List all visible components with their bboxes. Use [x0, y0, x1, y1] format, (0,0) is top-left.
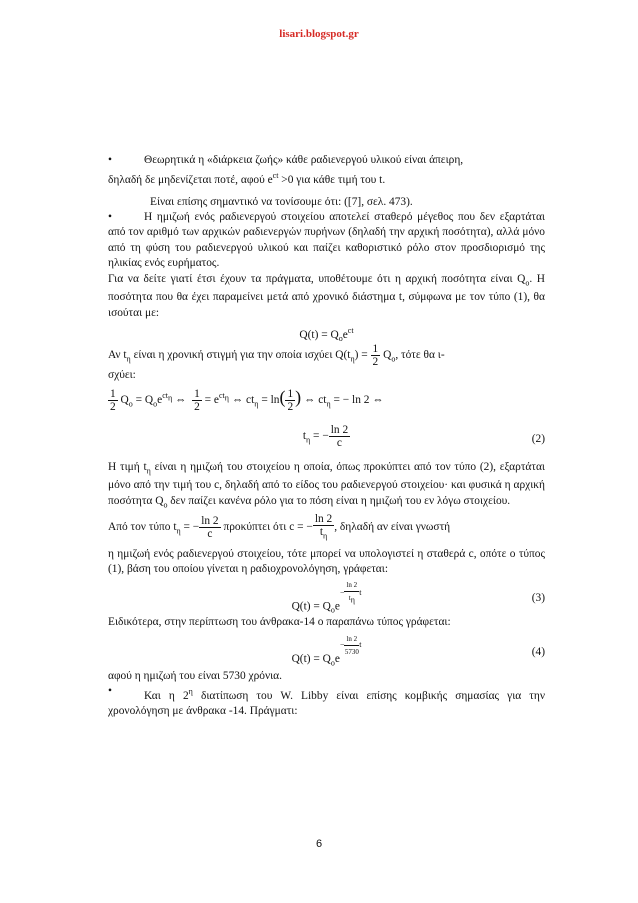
paragraph-2: Για να δείτε γιατί έτσι έχουν τα πράγματα, υποθέτουμε ότι η αρχική ποσότητα είναι $Q_o$. Η ποσότητα που θα έχει παραμείνει μετά από χρονικό διάστημα t, σύμφωνα με τον τύπο (1), θα ισούται με:	[108, 272, 545, 319]
bullet-3: • Και η $2^\eta$ διατίπωση του W. Libby είναι επίσης κομβικής σημασίας για την χρονολόγηση με άνθρακα -14. Πράγματι:	[108, 684, 545, 720]
bullet-1-line-2: δηλαδή δε μηδενίζεται ποτέ, αφού $e^{ct} >0$ για κάθε τιμή του t.	[108, 171, 386, 187]
equation-2: $t_\eta$ = − $\frac{\ln 2}{c}$ (2)	[302, 423, 545, 449]
equation-2-number: (2)	[531, 432, 545, 445]
paragraph-4: Η τιμή $t_\eta$ είναι η ημιζωή του στοιχείου η οποία, όπως προκύπτει από τον τύπο (2), εξαρτάται μόνο από την τιμή του c, δηλαδή από το είδος του ραδιενεργού στοιχείου· και φυσικά η αρχική ποσότητα $Q_o$ δεν παίζει κανένα ρόλο για το πόση είναι η ημιζωή του εν λόγω στοιχείου.	[108, 460, 545, 509]
site-header[interactable]: lisari.blogspot.gr	[279, 28, 359, 40]
equation-4-number: (4)	[531, 645, 545, 658]
page-content	[108, 153, 545, 720]
equation-q: $Q(t) = Q_oe^{ct}$	[299, 326, 354, 344]
bullet-1	[108, 153, 545, 168]
equation-3-number: (3)	[531, 592, 545, 605]
equation-3: $Q(t) = Q_oe^{- \frac{\ln 2}{t_\eta} t}$ (3)	[291, 581, 545, 616]
paragraph-5: Από τον τύπο $t_\eta$ = − $\frac{\ln 2}{c}$ προκύπτει ότι c = − $\frac{\ln 2}{t_\eta}$ , δηλαδή αν είναι γνωστή	[108, 513, 451, 541]
bullet-2: • Η ημιζωή ενός ραδιενεργού στοιχείου αποτελεί σταθερό μέγεθος που δεν εξαρτάται από τον αριθμό των αρχικών ραδιενεργών πυρήνων (δηλαδή την αρχική ποσότητα), αλλά μόνο από τη φύση του ραδιενεργού υλικού και παίζει καθοριστικό ρόλο στον προσδιορισμό της ηλικίας ενός ευρήματος.	[108, 210, 545, 272]
page-number: 6	[315, 838, 323, 850]
bullet-icon: •	[108, 154, 112, 166]
bullet-icon: •	[108, 685, 112, 698]
bullet-1-line-1: Θεωρητικά η «διάρκεια ζωής» κάθε ραδιενεργού υλικού είναι άπειρη,	[144, 154, 464, 166]
paragraph-3-cont: σχύει:	[108, 369, 136, 382]
bullet-icon: •	[108, 211, 112, 224]
paragraph-3: Αν $t_\eta$ είναι η χρονική στιγμή για την οποία ισχύει $Q(t_\eta)$ = $\frac{1}{2}$ $Q_o$, τότε θα ι-	[108, 343, 445, 369]
equation-derivation: $\frac{1}{2}$ $Q_o = Q_oe^{ct_\eta}$ ⇔ $\frac{1}{2}$ = $e^{ct_\eta}$ ⇔ $ct_\eta = \ln$( $\frac{1}{2}$ ) ⇔ $ct_\eta$ = − ln 2 ⇔	[110, 386, 384, 413]
paragraph-1: Είναι επίσης σημαντικό να τονίσουμε ότι: ([7], σελ. 473).	[150, 195, 413, 208]
fraction-half: $\frac{1}{2}$	[372, 343, 379, 369]
paragraph-8: αφού η ημιζωή του είναι 5730 χρόνια.	[108, 669, 282, 682]
paragraph-7: Ειδικότερα, στην περίπτωση του άνθρακα-14 ο παραπάνω τύπος γράφεται:	[108, 616, 451, 629]
paragraph-6: η ημιζωή ενός ραδιενεργού στοιχείου, τότε μπορεί να υπολογιστεί η σταθερά c, οπότε ο τύπος (1), βάση του οποίου γίνεται η ραδιοχρονολόγηση, γράφεται:	[108, 547, 545, 576]
equation-4: $Q(t) = Q_oe^{- \frac{\ln 2}{5730} t}$ (4)	[291, 634, 545, 668]
